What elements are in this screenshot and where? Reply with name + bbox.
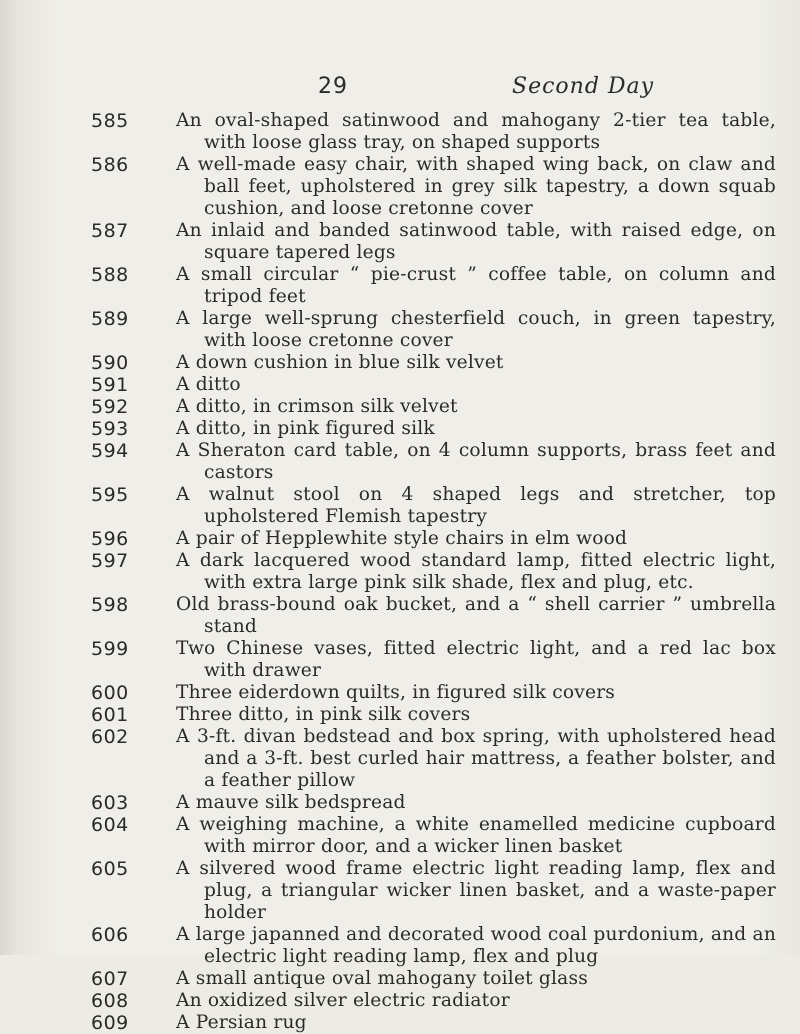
lot-entry xyxy=(0,528,800,550)
lot-entry xyxy=(0,726,800,792)
lot-description: A mauve silk bedspread xyxy=(176,792,406,813)
lot-number: 600 xyxy=(91,682,129,704)
lot-entry xyxy=(0,638,800,682)
lot-description: Three eiderdown quilts, in figured silk covers xyxy=(176,682,616,703)
lot-number: 590 xyxy=(91,352,129,374)
lot-description: A ditto xyxy=(176,374,241,395)
lot-list xyxy=(0,110,800,1034)
lot-description: A large well-sprung chesterfield couch, in green tapestry, with loose cretonne cover xyxy=(176,308,776,351)
lot-entry xyxy=(0,154,800,220)
lot-description: A down cushion in blue silk velvet xyxy=(176,352,504,373)
lot-entry xyxy=(0,352,800,374)
lot-number: 597 xyxy=(91,550,129,572)
lot-number: 589 xyxy=(91,308,129,330)
lot-entry xyxy=(0,1012,800,1034)
lot-number: 593 xyxy=(91,418,129,440)
lot-description: A walnut stool on 4 shaped legs and stretcher, top upholstered Flemish tapestry xyxy=(176,484,776,527)
lot-number: 606 xyxy=(91,924,129,946)
lot-entry xyxy=(0,440,800,484)
lot-entry xyxy=(0,924,800,968)
lot-description: A Persian rug xyxy=(176,1012,307,1033)
lot-description: A dark lacquered wood standard lamp, fitted electric light, with extra large pink silk shade, flex and plug, etc. xyxy=(176,550,776,593)
lot-entry xyxy=(0,968,800,990)
lot-entry xyxy=(0,682,800,704)
lot-description: Old brass-bound oak bucket, and a “ shell carrier ” umbrella stand xyxy=(176,594,776,637)
lot-description: A pair of Hepplewhite style chairs in elm wood xyxy=(176,528,628,549)
lot-entry xyxy=(0,814,800,858)
lot-number: 605 xyxy=(91,858,129,880)
lot-number: 588 xyxy=(91,264,129,286)
lot-entry xyxy=(0,220,800,264)
lot-description: A small antique oval mahogany toilet glass xyxy=(176,968,588,989)
lot-entry xyxy=(0,704,800,726)
lot-number: 599 xyxy=(91,638,129,660)
lot-description: An inlaid and banded satinwood table, with raised edge, on square tapered legs xyxy=(176,220,776,263)
lot-entry xyxy=(0,308,800,352)
lot-entry xyxy=(0,396,800,418)
lot-description: A well-made easy chair, with shaped wing back, on claw and ball feet, upholstered in grey silk tapestry, a down squab cushion, and loose cretonne cover xyxy=(176,154,776,219)
lot-number: 598 xyxy=(91,594,129,616)
lot-description: An oxidized silver electric radiator xyxy=(176,990,510,1011)
lot-entry xyxy=(0,858,800,924)
lot-description: A ditto, in pink figured silk xyxy=(176,418,435,439)
lot-number: 586 xyxy=(91,154,129,176)
running-head: Second Day xyxy=(512,74,655,99)
lot-entry xyxy=(0,594,800,638)
lot-description: A small circular “ pie-crust ” coffee table, on column and tripod feet xyxy=(176,264,776,307)
lot-number: 594 xyxy=(91,440,129,462)
lot-number: 608 xyxy=(91,990,129,1012)
lot-description: An oval-shaped satinwood and mahogany 2-tier tea table, with loose glass tray, on shaped supports xyxy=(176,110,776,153)
lot-entry xyxy=(0,110,800,154)
lot-description: Two Chinese vases, fitted electric light, and a red lac box with drawer xyxy=(176,638,776,681)
lot-number: 602 xyxy=(91,726,129,748)
lot-number: 587 xyxy=(91,220,129,242)
lot-number: 609 xyxy=(91,1012,129,1034)
lot-description: A weighing machine, a white enamelled medicine cupboard with mirror door, and a wicker linen basket xyxy=(176,814,776,857)
lot-entry xyxy=(0,264,800,308)
lot-number: 607 xyxy=(91,968,129,990)
lot-entry xyxy=(0,374,800,396)
page-number: 29 xyxy=(318,74,348,99)
lot-number: 585 xyxy=(91,110,129,132)
lot-number: 591 xyxy=(91,374,129,396)
lot-number: 596 xyxy=(91,528,129,550)
lot-number: 603 xyxy=(91,792,129,814)
lot-entry xyxy=(0,418,800,440)
lot-number: 595 xyxy=(91,484,129,506)
lot-number: 592 xyxy=(91,396,129,418)
lot-description: A silvered wood frame electric light reading lamp, flex and plug, a triangular wicker linen basket, and a waste-paper holder xyxy=(176,858,776,923)
page-header xyxy=(0,74,800,104)
lot-description: A large japanned and decorated wood coal purdonium, and an electric light reading lamp, flex and plug xyxy=(176,924,776,967)
lot-number: 604 xyxy=(91,814,129,836)
lot-entry xyxy=(0,550,800,594)
lot-entry xyxy=(0,792,800,814)
lot-description: A Sheraton card table, on 4 column supports, brass feet and castors xyxy=(176,440,776,483)
lot-description: A ditto, in crimson silk velvet xyxy=(176,396,458,417)
lot-entry xyxy=(0,990,800,1012)
lot-description: Three ditto, in pink silk covers xyxy=(176,704,471,725)
lot-description: A 3-ft. divan bedstead and box spring, with upholstered head and a 3-ft. best curled hair mattress, a feather bolster, and a feather pillow xyxy=(176,726,776,791)
lot-number: 601 xyxy=(91,704,129,726)
lot-entry xyxy=(0,484,800,528)
